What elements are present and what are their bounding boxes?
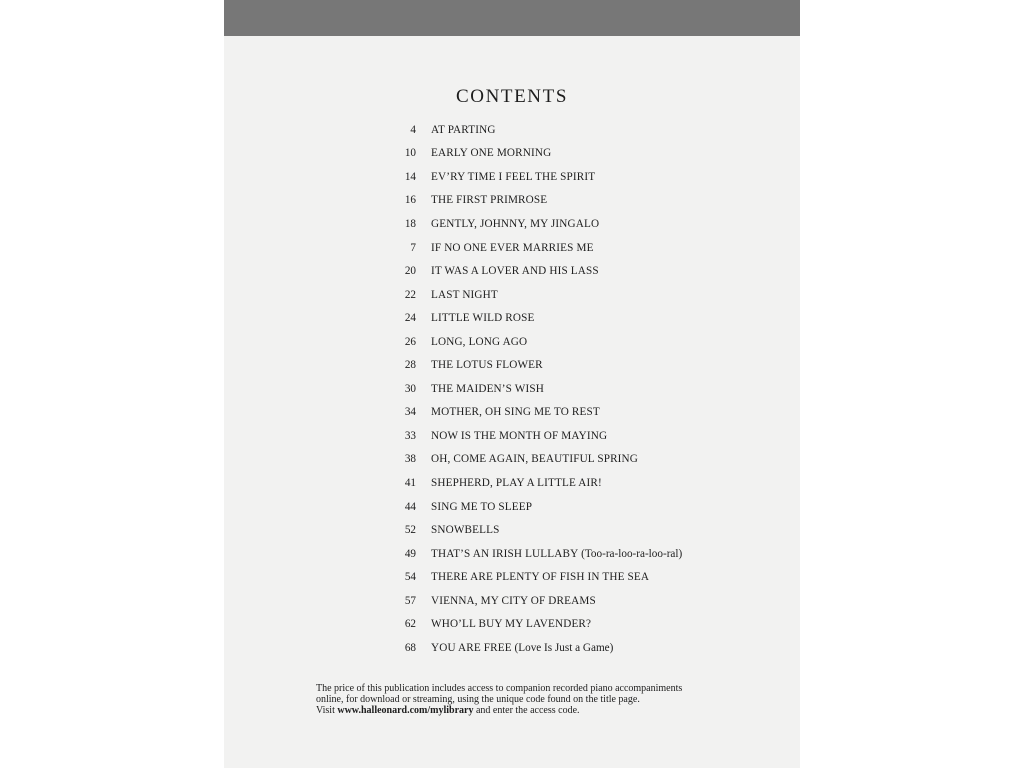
toc-song-title: MOTHER, OH SING ME TO REST [431,406,600,419]
toc-page-number: 30 [404,382,416,395]
toc-song-title: NOW IS THE MONTH OF MAYING [431,429,608,442]
toc-entry [384,495,682,519]
toc-page-number: 68 [404,641,416,654]
toc-entry [384,118,682,142]
toc-entry [384,236,682,260]
toc-song-title: LAST NIGHT [431,288,498,301]
toc-page-number: 7 [410,241,416,254]
toc-song-subtitle: (Love Is Just a Game) [514,641,614,654]
toc-page-number: 20 [404,265,416,278]
toc-song-title: LONG, LONG AGO [431,335,528,348]
toc-page-number: 18 [404,217,416,230]
toc-song-title: AT PARTING [431,123,496,136]
toc-entry [384,401,682,425]
toc-song-title: THAT’S AN IRISH LULLABY [431,547,579,560]
contents-heading: CONTENTS [455,86,569,107]
toc-entry [384,636,682,660]
toc-page-number: 62 [404,618,416,631]
toc-song-title: SNOWBELLS [431,524,500,537]
footer-line-3 [316,705,756,716]
toc-entry [384,283,682,307]
toc-entry [384,377,682,401]
toc-page-number: 33 [404,429,416,442]
toc-entry [384,565,682,589]
toc-entry [384,518,682,542]
toc-song-title: THE FIRST PRIMROSE [431,194,548,207]
toc-song-title: SHEPHERD, PLAY A LITTLE AIR! [431,476,602,489]
toc-page-number: 28 [404,359,416,372]
toc-page-number: 26 [404,335,416,348]
toc-entry [384,259,682,283]
toc-song-title: OH, COME AGAIN, BEAUTIFUL SPRING [431,453,639,466]
toc-song-title: VIENNA, MY CITY OF DREAMS [431,594,596,607]
toc-entry [384,353,682,377]
toc-page-number: 38 [404,453,416,466]
toc-entry [384,542,682,566]
toc-song-title: THERE ARE PLENTY OF FISH IN THE SEA [431,571,650,584]
table-of-contents [384,118,682,660]
toc-song-subtitle: (Too-ra-loo-ra-loo-ral) [581,547,683,560]
toc-entry [384,212,682,236]
footer-line-1: The price of this publication includes access to companion recorded piano accompaniments [316,683,683,694]
toc-song-title: LITTLE WILD ROSE [431,312,535,325]
toc-page-number: 41 [404,476,416,489]
toc-page-number: 57 [404,594,416,607]
toc-song-title: SING ME TO SLEEP [431,500,533,513]
toc-song-title: EV’RY TIME I FEEL THE SPIRIT [431,170,596,183]
toc-page-number: 34 [404,406,416,419]
toc-page-number: 24 [404,312,416,325]
toc-page-number: 14 [404,170,416,183]
toc-song-title: IT WAS A LOVER AND HIS LASS [431,265,599,278]
toc-entry [384,165,682,189]
toc-song-title: EARLY ONE MORNING [431,147,552,160]
toc-entry [384,424,682,448]
toc-song-title: THE LOTUS FLOWER [431,359,543,372]
toc-page-number: 10 [404,147,416,160]
toc-song-title: GENTLY, JOHNNY, MY JINGALO [431,217,600,230]
footer-visit-text: Visit [316,705,338,716]
toc-page-number: 4 [410,123,416,136]
library-link[interactable]: www.halleonard.com/mylibrary [337,705,474,716]
toc-song-title: WHO’LL BUY MY LAVENDER? [431,618,592,631]
toc-page-number: 52 [404,524,416,537]
toc-page-number: 44 [404,500,416,513]
toc-song-title: YOU ARE FREE [431,641,512,654]
toc-entry [384,306,682,330]
footer-access-text: and enter the access code. [473,705,580,716]
toc-entry [384,330,682,354]
toc-entry [384,589,682,613]
toc-page-number: 54 [404,571,416,584]
toc-entry [384,448,682,472]
toc-entry [384,142,682,166]
toc-entry [384,189,682,213]
toc-song-title: THE MAIDEN’S WISH [431,382,544,395]
toc-song-title: IF NO ONE EVER MARRIES ME [431,241,594,254]
toc-page-number: 22 [404,288,416,301]
toc-page-number: 16 [404,194,416,207]
document-page [224,0,800,768]
toc-entry [384,471,682,495]
footer-line-2: online, for download or streaming, using the unique code found on the title page. [316,694,640,705]
top-band [224,0,800,36]
footer-note [316,683,756,716]
toc-entry [384,612,682,636]
toc-page-number: 49 [404,547,416,560]
